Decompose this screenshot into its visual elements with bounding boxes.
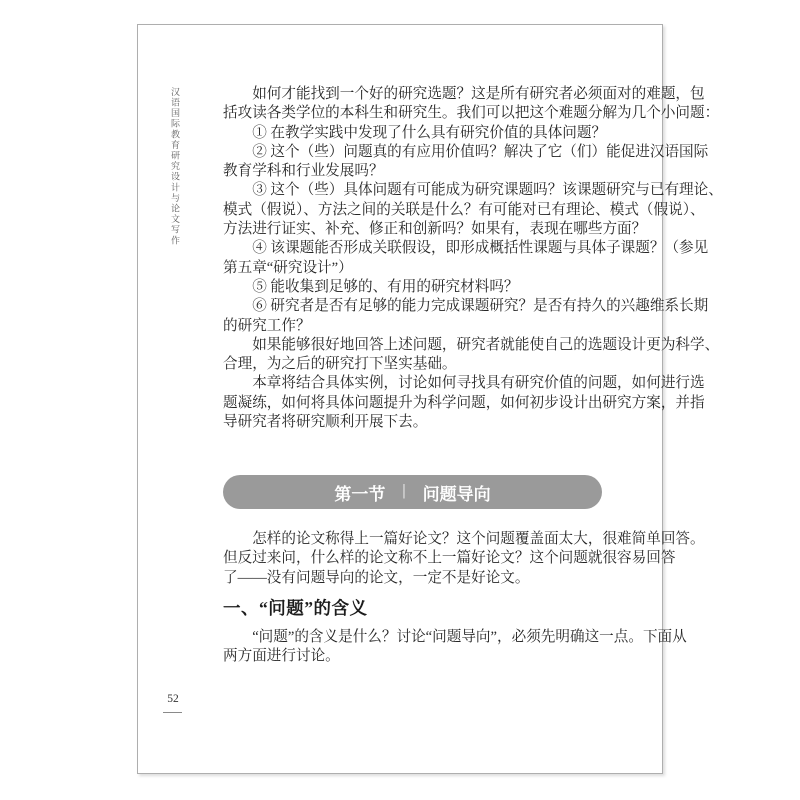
section-intro-paragraph: [223, 530, 705, 588]
text-line: 括攻读各类学位的本科生和研究生。我们可以把这个难题分解为几个小问题：: [223, 105, 720, 122]
text-line: 如何才能找到一个好的研究选题？这是所有研究者必须面对的难题，包: [223, 86, 705, 102]
subsection-heading: 一、“问题”的含义: [223, 598, 368, 618]
text-line: 本章将结合具体实例，讨论如何寻找具有研究价值的问题，如何进行选: [223, 375, 705, 392]
text-line: 但反过来问，什么样的论文称不上一篇好论文？这个问题就很容易回答: [223, 550, 676, 567]
text-line: 两方面进行讨论。: [223, 648, 340, 665]
text-line: 的研究工作？: [223, 317, 311, 334]
text-line: 如果能够很好地回答上述问题，研究者就能使自己的选题设计更为科学、: [223, 336, 720, 353]
text-line: 了——没有问题导向的论文，一定不是好论文。: [223, 569, 530, 586]
section-title: 问题导向: [422, 484, 491, 504]
section-number: 第一节: [334, 484, 386, 504]
book-page: [137, 24, 723, 774]
chapter-intro-paragraphs: [223, 85, 723, 432]
text-line: 合理，为之后的研究打下坚实基础。: [223, 356, 457, 373]
subsection-intro-paragraph: [223, 628, 687, 667]
text-line: “问题”的含义是什么？讨论“问题导向”，必须先明确这一点。下面从: [223, 629, 687, 645]
text-line: ⑤ 能收集到足够的、有用的研究材料吗？: [223, 278, 519, 295]
section-separator-bar: |: [402, 482, 406, 499]
text-line: 怎样的论文称得上一篇好论文？这个问题覆盖面太大，很难简单回答。: [223, 531, 705, 547]
text-line: 题凝练，如何将具体问题提升为科学问题，如何初步设计出研究方案，并指: [223, 394, 705, 411]
text-line: 方法进行证实、补充、修正和创新吗？如果有，表现在哪些方面？: [223, 221, 647, 238]
text-line: 导研究者将研究顺利开展下去。: [223, 414, 428, 431]
text-line: ④ 该课题能否形成关联假设，即形成概括性课题与具体子课题？（参见: [223, 240, 709, 257]
text-line: 教育学科和行业发展吗？: [223, 163, 384, 180]
page-number: 52: [167, 693, 179, 705]
text-line: 第五章“研究设计”）: [223, 259, 353, 276]
text-line: ③ 这个（些）具体问题有可能成为研究课题吗？该课题研究与已有理论、: [223, 182, 723, 199]
text-line: ⑥ 研究者是否有足够的能力完成课题研究？是否有持久的兴趣维系长期: [223, 298, 709, 315]
text-line: ① 在教学实践中发现了什么具有研究价值的具体问题？: [223, 124, 607, 141]
page-number-rule: [163, 712, 182, 713]
text-line: 模式（假说）、方法之间的关联是什么？有可能对已有理论、模式（假说）、: [223, 201, 705, 218]
text-line: ② 这个（些）问题真的有应用价值吗？解决了它（们）能促进汉语国际: [223, 143, 709, 160]
spine-book-title: 汉语国际教育研究设计与论文写作: [170, 87, 180, 246]
section-header-banner: [223, 475, 602, 509]
